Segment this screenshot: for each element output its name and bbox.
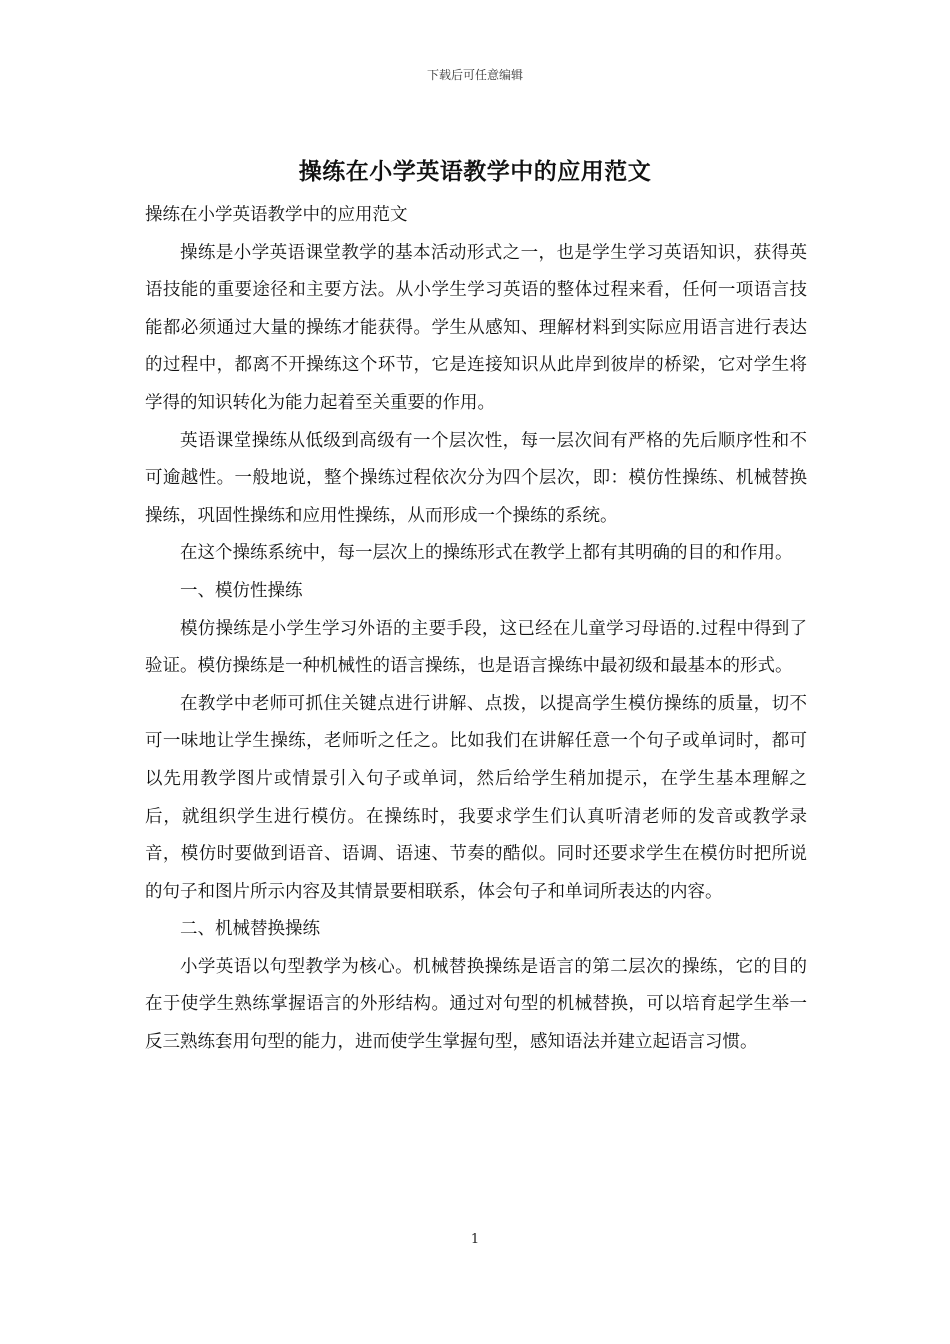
document-body — [145, 197, 807, 1062]
paragraph: 操练是小学英语课堂教学的基本活动形式之一，也是学生学习英语知识，获得英语技能的重要途径和主要方法。从小学生学习英语的整体过程来看，任何一项语言技能都必须通过大量的操练才能获得。学生从感知、理解材料到实际应用语言进行表达的过程中，都离不开操练这个环节，它是连接知识从此岸到彼岸的桥梁，它对学生将学得的知识转化为能力起着至关重要的作用。 — [145, 242, 807, 413]
paragraph: 模仿操练是小学生学习外语的主要手段，这已经在儿童学习母语的.过程中得到了验证。模仿操练是一种机械性的语言操练，也是语言操练中最初级和最基本的形式。 — [145, 618, 807, 677]
paragraph: 英语课堂操练从低级到高级有一个层次性，每一层次间有严格的先后顺序性和不可逾越性。一般地说，整个操练过程依次分为四个层次，即：模仿性操练、机械替换操练，巩固性操练和应用性操练，从而形成一个操练的系统。 — [145, 430, 807, 526]
section-heading: 一、模仿性操练 — [180, 580, 303, 601]
page-number: 1 — [470, 1232, 480, 1247]
paragraph: 小学英语以句型教学为核心。机械替换操练是语言的第二层次的操练，它的目的在于使学生熟练掌握语言的外形结构。通过对句型的机械替换，可以培育起学生举一反三熟练套用句型的能力，进而使学生掌握句型，感知语法并建立起语言习惯。 — [145, 956, 807, 1053]
section-heading: 二、机械替换操练 — [180, 919, 320, 940]
paragraph-subtitle: 操练在小学英语教学中的应用范文 — [145, 205, 408, 225]
paragraph: 在这个操练系统中，每一层次上的操练形式在教学上都有其明确的目的和作用。 — [180, 543, 793, 564]
paragraph: 在教学中老师可抓住关键点进行讲解、点拨，以提高学生模仿操练的质量，切不可一味地让学生操练，老师听之任之。比如我们在讲解任意一个句子或单词时，都可以先用教学图片或情景引入句子或单词，然后给学生稍加提示，在学生基本理解之后，就组织学生进行模仿。在操练时，我要求学生们认真听清老师的发音或教学录音，模仿时要做到语音、语调、语速、节奏的酷似。同时还要求学生在模仿时把所说的句子和图片所示内容及其情景要相联系，体会句子和单词所表达的内容。 — [145, 693, 807, 902]
page-header: 下载后可任意编辑 — [426, 68, 523, 82]
document-title: 操练在小学英语教学中的应用范文 — [298, 158, 652, 185]
